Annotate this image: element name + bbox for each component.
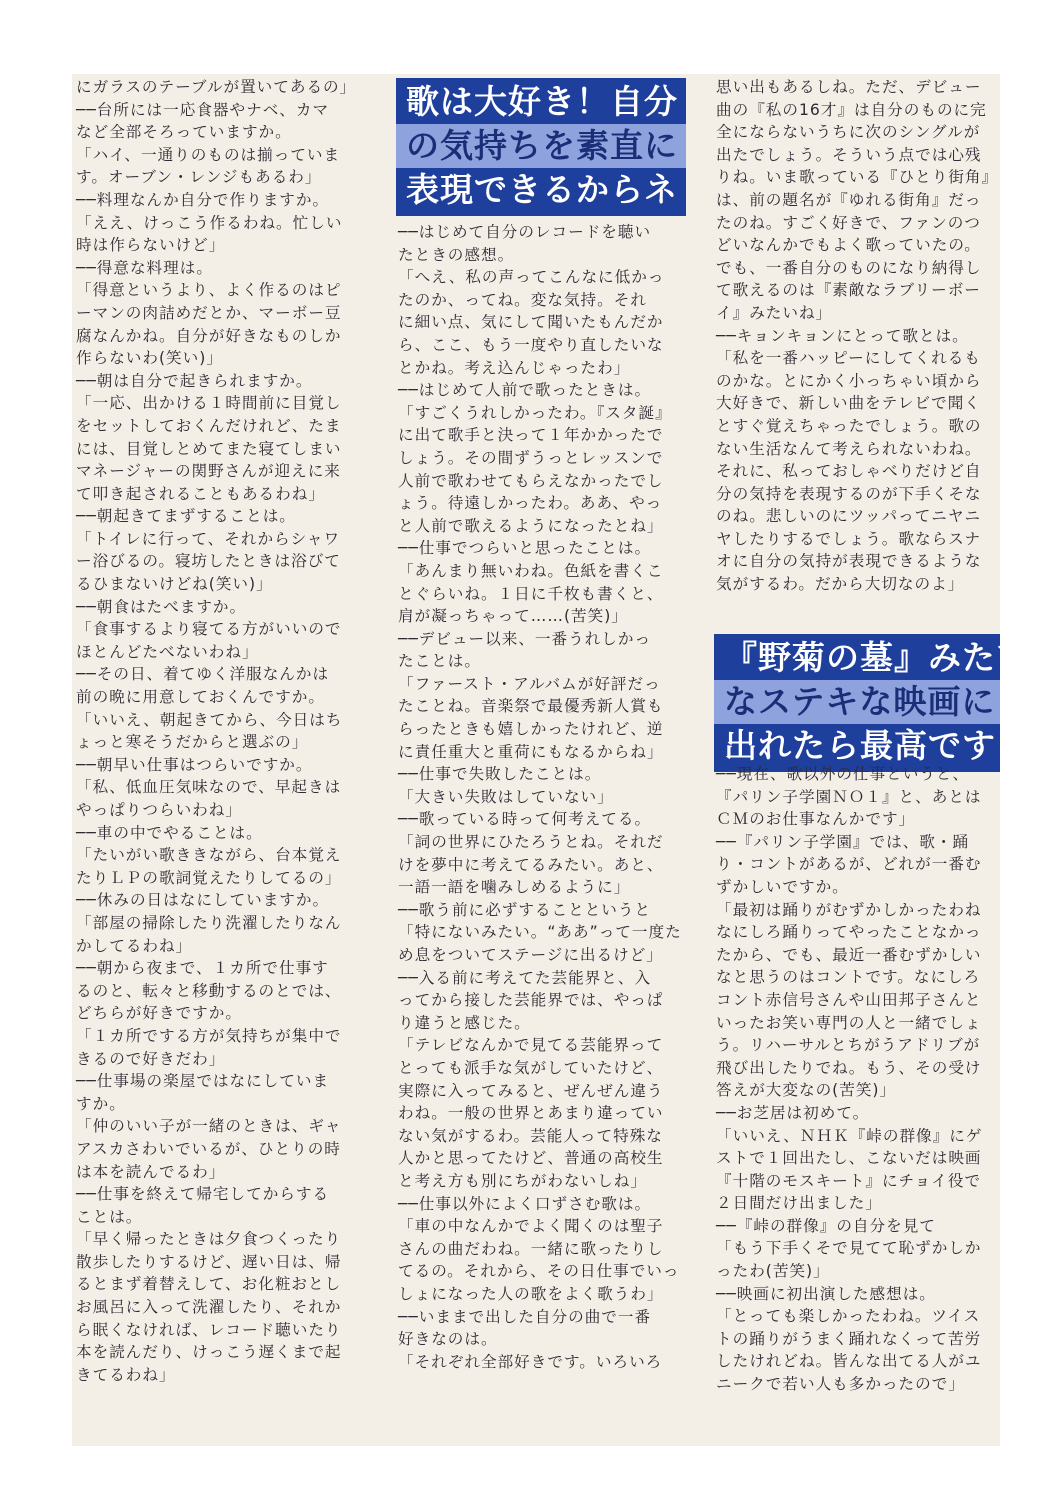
text-line: 分の気持を表現するのが下手くそな — [716, 484, 982, 503]
text-line: 散歩したりするけど、遅い日は、帰 — [76, 1252, 342, 1271]
text-line: り違うと感じた。 — [398, 1013, 531, 1032]
text-line: 実際に入ってみると、ぜんぜん違う — [398, 1081, 664, 1100]
text-line: たから、でも、最近一番むずかしい — [716, 945, 982, 964]
text-line: ──入る前に考えてた芸能界と、入 — [398, 968, 652, 987]
text-line: したけれどね。皆んな出てる人がユ — [716, 1352, 982, 1371]
text-line: ──朝起きてまずすることは。 — [76, 507, 296, 526]
text-line: り・コントがあるが、どれが一番む — [716, 855, 982, 874]
text-line: ──朝食はたべますか。 — [76, 597, 247, 616]
text-line: 「特にないみたい。“ああ”って一度た — [398, 923, 682, 942]
text-line: ──朝は自分で起きられますか。 — [76, 371, 313, 390]
text-line: にガラスのテーブルが置いてあるの」 — [76, 78, 357, 96]
text-line: 「車の中なんかでよく聞くのは聖子 — [398, 1217, 664, 1236]
text-line: しょになった人の歌をよく歌うわ」 — [398, 1284, 664, 1303]
text-line: 「大きい失敗はしていない」 — [398, 787, 614, 806]
text-line: ──朝から夜まで、１カ所で仕事す — [76, 959, 329, 978]
text-line: なにしろ踊りってやったことなかっ — [716, 923, 982, 942]
text-line: ──その日、着てゆく洋服なんかは — [76, 665, 330, 684]
text-line: ──仕事場の楽屋ではなにしていま — [76, 1072, 330, 1091]
headline-line: 出れたら最高です — [724, 726, 996, 765]
text-line: ニークで若い人も多かったので」 — [716, 1375, 965, 1394]
text-line: 「仲のいい子が一緒のときは、ギャ — [76, 1117, 342, 1136]
text-line: たことは。 — [398, 652, 481, 671]
text-line: らったときも嬉しかったけれど、逆 — [398, 720, 664, 739]
text-line: 人前で歌わせてもらえなかったでし — [398, 471, 664, 490]
text-line: ──『パリン子学園』では、歌・踊 — [716, 832, 970, 851]
text-line: ──歌っている時って何考えてる。 — [398, 810, 652, 829]
text-line: に細い点、気にして聞いたもんだか — [398, 313, 664, 332]
text-line: ない気がするわ。芸能人って特殊な — [398, 1126, 663, 1145]
text-line: う。リハーサルとちがうアドリブが — [716, 1036, 981, 1055]
text-line: ったわ(苦笑)」 — [716, 1262, 830, 1281]
text-line: ──歌う前に必ずすることというと — [398, 900, 652, 919]
text-line: けを夢中に考えてるみたい。あと、 — [398, 855, 664, 874]
text-line: 全にならないうちに次のシングルが — [716, 123, 981, 142]
text-line: ら、ここ、もう一度やり直したいな — [398, 335, 664, 354]
text-line: 「あんまり無いわね。色紙を書くこ — [398, 561, 664, 580]
text-line: ２日間だけ出ました」 — [716, 1194, 882, 1213]
text-line: 「最初は踊りがむずかしかったわね — [716, 900, 982, 919]
text-line: 「部屋の掃除したり洗濯したりなん — [76, 913, 342, 932]
text-line: とぐらいね。１日に千枚も書くと、 — [398, 584, 664, 603]
text-line: ──仕事でつらいと思ったことは。 — [398, 539, 652, 558]
headline-line: なステキな映画に — [714, 680, 1000, 724]
text-line: たのね。すごく好きで、ファンのつ — [716, 213, 981, 232]
text-line: 「詞の世界にひたろうとね。それだ — [398, 833, 664, 852]
text-line: 「一応、出かける１時間前に目覚し — [76, 394, 342, 413]
text-line: ──キョンキョンにとって歌とは。 — [716, 326, 969, 345]
text-line: て叩き起されることもあるわね」 — [76, 484, 325, 503]
text-line: なと思うのはコントです。なにしろ — [716, 968, 981, 987]
text-line: 「たいがい歌ききながら、台本覚え — [76, 846, 342, 865]
text-line: 「テレビなんかで見てる芸能界って — [398, 1036, 664, 1055]
text-line: 「食事するより寝てる方がいいので — [76, 620, 342, 639]
text-line: ──いままで出した自分の曲で一番 — [398, 1307, 652, 1326]
text-line: 人かと思ってたけど、普通の高校生 — [398, 1149, 664, 1168]
text-line: ょう。待遠しかったわ。ああ、やっ — [398, 494, 663, 513]
text-line: ──得意な料理は。 — [76, 258, 213, 277]
text-line: 出たでしょう。そういう点では心残 — [716, 145, 982, 164]
text-line: たりＬＰの歌詞覚えたりしてるの」 — [76, 868, 342, 887]
text-line: 思い出もあるしね。ただ、デビュー — [716, 78, 982, 96]
text-line: ──現在、歌以外の仕事というと、 — [716, 765, 970, 783]
text-line: ヤしたりするでしょう。歌ならスナ — [716, 529, 982, 548]
text-line: コント赤信号さんや山田邦子さんと — [716, 990, 982, 1009]
text-line: め息をついてステージに出るけど」 — [398, 946, 663, 964]
text-line: トの踊りがうまく踊れなくって苦労 — [716, 1329, 982, 1348]
text-line: きるので好きだわ」 — [76, 1049, 226, 1068]
text-column-right-top — [716, 76, 1002, 596]
text-line: 「ファースト・アルバムが好評だっ — [398, 674, 661, 693]
headline-line: 『野菊の墓』みたい — [724, 638, 1030, 677]
text-line: オに自分の気持が表現できるような — [716, 552, 982, 571]
text-line: 『パリン子学園ＮＯ１』と、あとは — [716, 787, 982, 806]
headline-line: 歌は大好き！自分 — [406, 82, 678, 121]
text-line: わね。一般の世界とあまり違ってい — [398, 1104, 664, 1123]
text-line: 「すごくうれしかったわ。『スタ誕』 — [398, 403, 672, 422]
text-line: に出て歌手と決って１年かかったで — [398, 426, 664, 445]
text-line: 「とっても楽しかったわね。ツイス — [716, 1307, 981, 1326]
text-line: て歌えるのは『素敵なラブリーボー — [716, 281, 981, 300]
text-line: どいなんかでもよく歌っていたの。 — [716, 236, 981, 255]
text-line: 『十階のモスキート』にチョイ役で — [716, 1171, 982, 1190]
text-line: 好きなのは。 — [398, 1330, 498, 1349]
text-line: きてるわね」 — [76, 1365, 176, 1384]
text-line: ことは。 — [76, 1207, 143, 1226]
headline-line: の気持ちを素直に — [396, 124, 686, 168]
text-line: いったお笑い専門の人と一緒でしょ — [716, 1013, 982, 1032]
text-line: 「トイレに行って、それからシャワ — [76, 529, 341, 548]
text-line: ──台所には一応食器やナベ、カマ — [76, 100, 330, 119]
text-line: かしてるわね」 — [76, 936, 193, 955]
text-line: に責任重大と重荷にもなるからね」 — [398, 742, 664, 761]
headline-line: 表現できるからネ — [406, 170, 678, 209]
text-line: 「私を一番ハッピーにしてくれるも — [716, 349, 981, 368]
text-line: ーマンの肉詰めだとか、マーボー豆 — [76, 303, 342, 322]
text-line: とすぐ覚えちゃったでしょう。歌の — [716, 416, 982, 435]
text-line: 曲の『私の16才』は自分のものに完 — [716, 100, 987, 119]
text-column-right-bottom — [716, 763, 1002, 1396]
text-line: ──はじめて人前で歌ったときは。 — [398, 381, 652, 400]
text-line: ら眠くなければ、レコード聴いたり — [76, 1320, 342, 1339]
text-line: 気がするわ。だから大切なのよ」 — [716, 575, 965, 594]
text-line: は、前の題名が『ゆれる街角』だっ — [716, 190, 982, 209]
text-line: 「ハイ、一通りのものは揃っていま — [76, 145, 341, 164]
text-line: お風呂に入って洗濯したり、それか — [76, 1298, 342, 1317]
text-line: 時は作らないけど」 — [76, 236, 226, 255]
text-line: 「得意というより、よく作るのはピ — [76, 281, 342, 300]
text-line: には、目覚しとめてまた寝てしまい — [76, 439, 342, 458]
text-line: ──朝早い仕事はつらいですか。 — [76, 755, 313, 774]
text-line: ──はじめて自分のレコードを聴い — [398, 223, 652, 241]
text-line: ──料理なんか自分で作りますか。 — [76, 190, 330, 209]
text-line: 「早く帰ったときは夕食つくったり — [76, 1230, 342, 1249]
text-line: 作らないわ(笑い)」 — [76, 349, 223, 368]
headline-singing — [396, 78, 686, 216]
text-line: どちらが好きですか。 — [76, 1004, 242, 1023]
text-line: りね。いま歌っている『ひとり街角』 — [716, 168, 999, 187]
text-line: ──『峠の群像』の自分を見て — [716, 1216, 936, 1235]
text-line: のね。悲しいのにツッパってニヤニ — [716, 507, 982, 526]
text-line: 「私、低血圧気味なので、早起きは — [76, 778, 342, 797]
text-line: ってから接した芸能界では、やっぱ — [398, 991, 664, 1010]
text-line: たことね。音楽祭で最優秀新人賞も — [398, 697, 664, 716]
text-line: るとまず着替えして、お化粧おとし — [76, 1275, 342, 1294]
text-line: マネージャーの関野さんが迎えに来 — [76, 462, 341, 481]
text-line: 「もう下手くそで見てて恥ずかしか — [716, 1239, 982, 1258]
text-line: るのと、転々と移動するのとでは、 — [76, 981, 342, 1000]
text-line: ──お芝居は初めて。 — [716, 1103, 870, 1122]
text-line: 本を読んだり、けっこう遅くまで起 — [76, 1343, 342, 1362]
text-line: しょう。その間ずうっとレッスンで — [398, 448, 664, 467]
text-line: ー浴びるの。寝坊したときは浴びて — [76, 552, 341, 571]
text-line: 前の晩に用意しておくんですか。 — [76, 688, 325, 707]
text-line: ほとんどたべないわね」 — [76, 642, 259, 661]
text-line: すか。 — [76, 1094, 126, 1113]
text-line: ──休みの日はなにしていますか。 — [76, 891, 330, 910]
text-column-middle — [398, 221, 682, 1373]
text-line: ──車の中でやることは。 — [76, 823, 263, 842]
text-line: さんの曲だわね。一緒に歌ったりし — [398, 1239, 664, 1258]
text-line: は本を読んでるわ」 — [76, 1162, 226, 1181]
text-line: 飛び出したりでね。もう、その受け — [716, 1058, 982, 1077]
text-column-left — [76, 76, 356, 1386]
text-line: 「ええ、けっこう作るわね。忙しい — [76, 213, 343, 232]
text-line: たのか、ってね。変な気持。それ — [398, 290, 647, 309]
text-line: ずかしいですか。 — [716, 877, 849, 896]
text-line: 腐なんかね。自分が好きなものしか — [76, 326, 342, 345]
text-line: 一語一語を噛みしめるように」 — [398, 878, 631, 897]
headline-movie — [714, 634, 1030, 772]
text-line: ストで１回出たし、こないだは映画 — [716, 1149, 982, 1168]
text-line: ──映画に初出演した感想は。 — [716, 1284, 936, 1303]
text-line: と人前で歌えるようになったとね」 — [398, 516, 664, 535]
text-line: とかね。考え込んじゃったわ」 — [398, 358, 631, 377]
text-line: ──仕事で失敗したことは。 — [398, 765, 602, 784]
text-line: るひまないけどね(笑い)」 — [76, 575, 273, 594]
text-line: ──デビュー以来、一番うれしかっ — [398, 629, 652, 648]
text-line: とっても派手な気がしていたけど、 — [398, 1058, 664, 1077]
text-line: など全部そろっていますか。 — [76, 123, 292, 142]
text-line: す。オーブン・レンジもあるわ」 — [76, 168, 322, 187]
text-line: と考え方も別にちがわないしね」 — [398, 1171, 647, 1190]
text-line: ない生活なんて考えられないわね。 — [716, 439, 982, 458]
text-line: 肩が凝っちゃって……(苦笑)」 — [398, 607, 628, 626]
text-line: のかな。とにかく小っちゃい頃から — [716, 371, 982, 390]
text-line: ──仕事以外によく口ずさむ歌は。 — [398, 1194, 652, 1213]
text-line: 「いいえ、朝起きてから、今日はち — [76, 710, 343, 729]
text-line: イ』みたいね」 — [716, 303, 833, 322]
text-line: ょっと寒そうだからと選ぶの」 — [76, 733, 309, 752]
text-line: 「１カ所でする方が気持ちが集中で — [76, 1026, 342, 1045]
text-line: それに、私っておしゃべりだけど自 — [716, 462, 982, 481]
text-line: 「へえ、私の声ってこんなに低かっ — [398, 268, 665, 287]
text-line: やっぱりつらいわね」 — [76, 801, 242, 819]
text-line: ──仕事を終えて帰宅してからする — [76, 1185, 330, 1204]
text-line: たときの感想。 — [398, 245, 515, 264]
text-line: てるの。それから、その日仕事でいっ — [398, 1262, 680, 1281]
text-line: 大好きで、新しい曲をテレビで聞く — [716, 394, 981, 413]
text-line: ＣＭのお仕事なんかです」 — [716, 810, 916, 829]
text-line: 「それぞれ全部好きです。いろいろ — [398, 1352, 663, 1371]
text-line: 答えが大変なの(苦笑)」 — [716, 1081, 897, 1100]
text-line: をセットしておくんだけれど、たま — [76, 416, 342, 435]
text-line: でも、一番自分のものになり納得し — [716, 258, 982, 277]
text-line: 「いいえ、ＮＨＫ『峠の群像』にゲ — [716, 1126, 983, 1145]
text-line: アスカさわいでいるが、ひとりの時 — [76, 1139, 341, 1158]
